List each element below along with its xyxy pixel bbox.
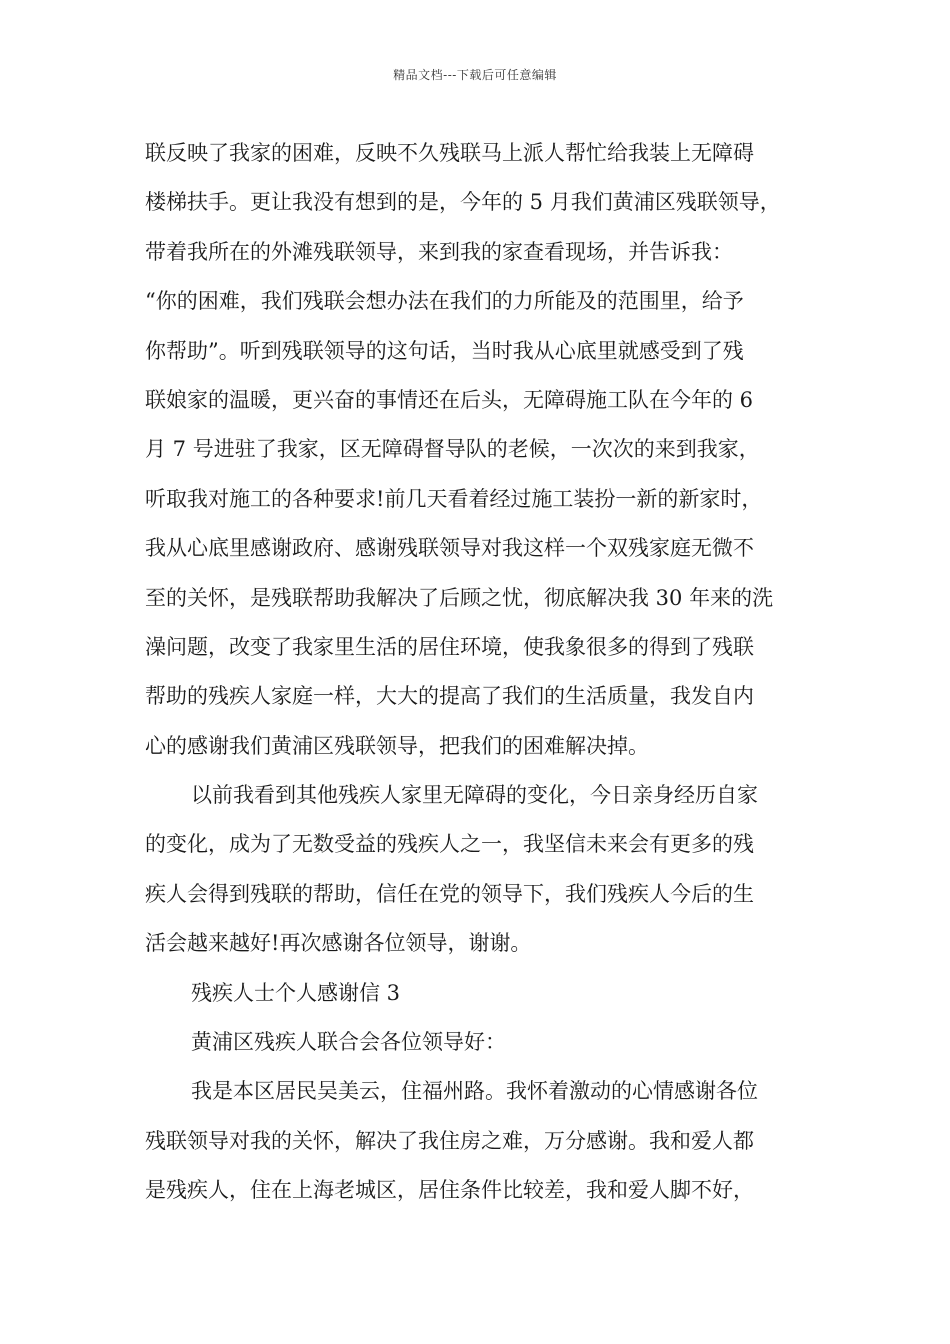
text-line: 我从心底里感谢政府、感谢残联领导对我这样一个双残家庭无微不	[145, 536, 754, 561]
text-line: 活会越来越好!再次感谢各位领导，谢谢。	[145, 931, 532, 956]
text-line: 澡问题，改变了我家里生活的居住环境，使我象很多的得到了残联	[145, 634, 754, 659]
paragraph-start-line: 我是本区居民吴美云，住福州路。我怀着激动的心情感谢各位	[191, 1079, 758, 1104]
text-line: 月 7 号进驻了我家，区无障碍督导队的老候，一次次的来到我家，	[145, 437, 760, 462]
text-line: 残联领导对我的关怀，解决了我住房之难，万分感谢。我和爱人都	[145, 1128, 754, 1153]
document-body	[145, 129, 810, 1216]
text-line: 听取我对施工的各种要求!前几天看着经过施工装扮一新的新家时，	[145, 486, 763, 511]
text-line: 的变化，成为了无数受益的残疾人之一，我坚信未来会有更多的残	[145, 832, 754, 857]
paragraph-start-line: 以前我看到其他残疾人家里无障碍的变化，今日亲身经历自家	[191, 783, 758, 808]
text-line: 带着我所在的外滩残联领导，来到我的家查看现场，并告诉我：	[145, 239, 733, 264]
text-line: 疾人会得到残联的帮助，信任在党的领导下，我们残疾人今后的生	[145, 881, 754, 906]
text-line: 至的关怀，是残联帮助我解决了后顾之忧，彻底解决我 30 年来的洗	[145, 585, 774, 610]
text-line: 是残疾人，住在上海老城区，居住条件比较差，我和爱人脚不好，	[145, 1178, 754, 1203]
text-line: 楼梯扶手。更让我没有想到的是，今年的 5 月我们黄浦区残联领导，	[145, 190, 781, 215]
text-line: 心的感谢我们黄浦区残联领导，把我们的困难解决掉。	[145, 733, 649, 758]
text-line: 帮助的残疾人家庭一样，大大的提高了我们的生活质量，我发自内	[145, 684, 754, 709]
text-line: 联反映了我家的困难，反映不久残联马上派人帮忙给我装上无障碍	[145, 141, 754, 165]
letter-salutation: 黄浦区残疾人联合会各位领导好：	[191, 1030, 506, 1055]
text-line: “你的困难，我们残联会想办法在我们的力所能及的范围里，给予	[145, 289, 744, 314]
page-header: 精品文档---下载后可任意编辑	[393, 68, 557, 82]
text-line: 你帮助”。听到残联领导的这句话，当时我从心底里就感受到了残	[145, 338, 744, 363]
text-line: 联娘家的温暖，更兴奋的事情还在后头，无障碍施工队在今年的 6	[145, 387, 754, 412]
letter-title: 残疾人士个人感谢信 3	[191, 980, 401, 1005]
